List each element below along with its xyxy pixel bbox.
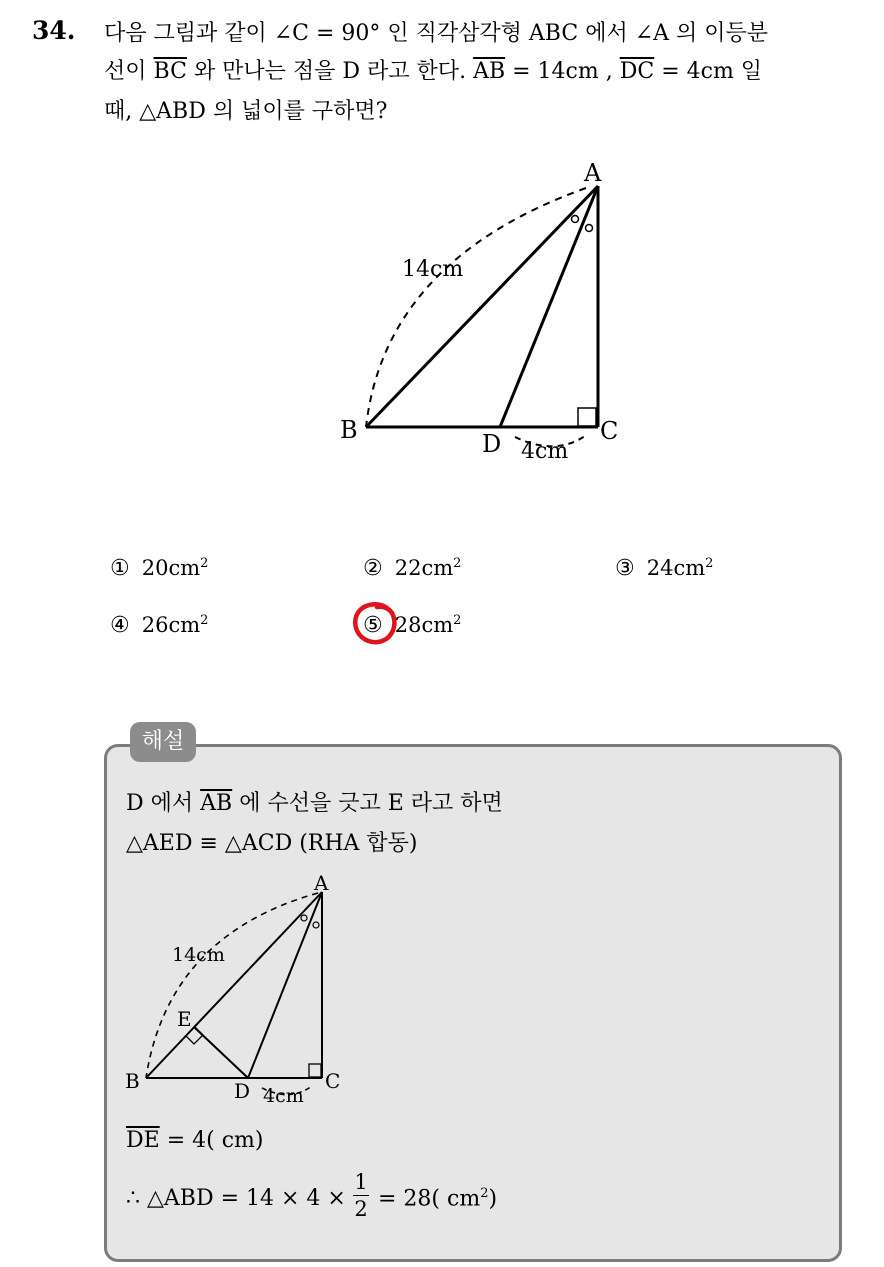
side-ab [366,186,598,427]
label-c: C [325,1069,341,1093]
solution-text: = 28( cm [378,1186,481,1212]
segment-de: $\overline{DE}$ [126,1128,160,1153]
right-angle-mark-c [309,1064,321,1077]
choice-value: 26cm [141,613,201,637]
choice-exponent: 2 [453,613,462,628]
segment-dc: $\overline{DC}$ [619,59,655,84]
label-b: B [340,416,358,444]
solution-tab: 해설 [130,722,196,762]
segment-ab: $\overline{AB}$ [200,791,233,816]
angle-mark [301,915,307,921]
solution-line-4-result [378,1186,497,1211]
label-dc-length: 4cm [263,1085,304,1107]
solution-text: 에 수선을 긋고 E 라고 하면 [239,791,503,816]
question-line-3: 때, △ABD 의 넓이를 구하면? [104,99,388,124]
choice-value: 24cm [646,556,706,580]
label-d: D [482,430,502,458]
answer-circle-icon [350,600,402,648]
question-line-1: 다음 그림과 같이 ∠C = 90° 인 직각삼각형 ABC 에서 ∠A 의 이등분 [104,21,769,46]
label-c: C [600,417,619,445]
choice-marker: ③ [615,556,635,581]
choice-exponent: 2 [200,613,209,628]
bisector-ad [248,892,322,1078]
side-ab [146,892,322,1078]
label-e: E [177,1007,192,1031]
bisector-ad [500,186,598,427]
question-text: 와 만나는 점을 D 라고 한다. [193,59,467,84]
angle-mark [586,225,593,232]
fraction [353,1169,369,1222]
solution-line-2: △AED ≡ △ACD (RHA 합동) [126,831,418,856]
segment-ab: $\overline{AB}$ [473,59,506,84]
choice-exponent: 2 [453,556,462,571]
label-ab-length: 14cm [402,257,464,282]
segment-bc: $\overline{BC}$ [153,59,187,84]
choice-marker: ⑤ [363,613,383,638]
solution-text: ∴ △ABD = 14 × 4 × [126,1186,346,1211]
angle-mark [572,216,579,223]
choice-exponent: 2 [200,556,209,571]
choice-value: 28cm [394,613,454,637]
choice-4[interactable] [110,613,208,638]
choice-marker: ④ [110,613,130,638]
choice-1[interactable] [110,556,208,581]
label-dc-length: 4cm [521,439,569,464]
solution-figure [120,865,350,1115]
solution-line-4 [126,1186,346,1211]
choice-exponent: 2 [705,556,714,571]
fraction-numerator: 1 [354,1170,368,1194]
question-number: 34. [32,16,76,45]
solution-text: D 에서 [126,791,194,816]
triangle-figure [330,150,630,470]
solution-line-3 [126,1128,263,1153]
solution-text: ) [488,1186,498,1212]
solution-text: = 4( cm) [166,1128,264,1153]
solution-line-1 [126,786,503,817]
label-b: B [125,1069,140,1093]
choice-2[interactable] [363,556,461,581]
question-text: = 4cm 일 [661,59,763,84]
label-d: D [234,1079,251,1103]
fraction-denominator: 2 [354,1197,368,1221]
choice-value: 22cm [394,556,454,580]
exponent: 2 [480,1186,489,1201]
question-text: 선이 [104,59,147,84]
question-line-2 [104,54,762,85]
angle-mark [313,922,319,928]
choice-marker: ① [110,556,130,581]
choice-marker: ② [363,556,383,581]
choice-value: 20cm [141,556,201,580]
question-text: = 14cm , [512,59,613,84]
label-ab-length: 14cm [172,944,225,966]
choice-3[interactable] [615,556,713,581]
label-a: A [314,871,329,895]
right-angle-mark [578,408,596,426]
label-a: A [584,159,602,187]
